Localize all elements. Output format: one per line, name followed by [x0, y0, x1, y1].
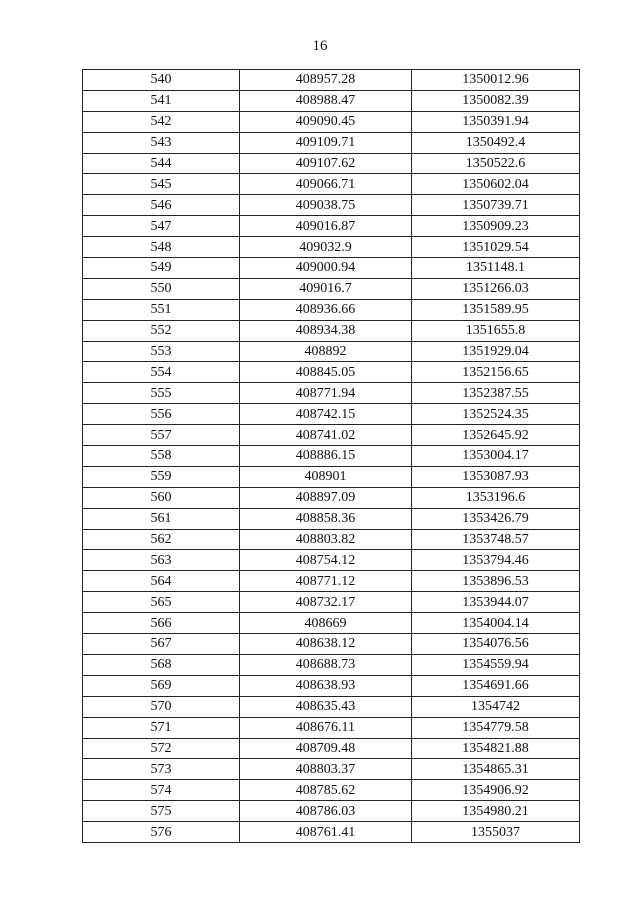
x-coordinate-cell: 408936.66 — [240, 299, 412, 320]
y-coordinate-cell: 1351589.95 — [412, 299, 580, 320]
y-coordinate-cell: 1350012.96 — [412, 70, 580, 91]
y-coordinate-cell: 1354865.31 — [412, 759, 580, 780]
table-body — [83, 70, 580, 843]
x-coordinate-cell: 408803.37 — [240, 759, 412, 780]
point-number-cell: 574 — [83, 780, 240, 801]
x-coordinate-cell: 408638.93 — [240, 675, 412, 696]
y-coordinate-cell: 1352524.35 — [412, 404, 580, 425]
y-coordinate-cell: 1353426.79 — [412, 508, 580, 529]
y-coordinate-cell: 1353196.6 — [412, 487, 580, 508]
y-coordinate-cell: 1354980.21 — [412, 801, 580, 822]
table-row — [83, 216, 580, 237]
table-row — [83, 822, 580, 843]
point-number-cell: 540 — [83, 70, 240, 91]
point-number-cell: 548 — [83, 237, 240, 258]
point-number-cell: 542 — [83, 111, 240, 132]
x-coordinate-cell: 408754.12 — [240, 550, 412, 571]
table-row — [83, 425, 580, 446]
table-row — [83, 613, 580, 634]
y-coordinate-cell: 1350082.39 — [412, 90, 580, 111]
point-number-cell: 543 — [83, 132, 240, 153]
table-row — [83, 780, 580, 801]
point-number-cell: 556 — [83, 404, 240, 425]
x-coordinate-cell: 408803.82 — [240, 529, 412, 550]
point-number-cell: 573 — [83, 759, 240, 780]
y-coordinate-cell: 1354076.56 — [412, 634, 580, 655]
point-number-cell: 564 — [83, 571, 240, 592]
x-coordinate-cell: 408934.38 — [240, 320, 412, 341]
y-coordinate-cell: 1354906.92 — [412, 780, 580, 801]
point-number-cell: 561 — [83, 508, 240, 529]
x-coordinate-cell: 408988.47 — [240, 90, 412, 111]
x-coordinate-cell: 408858.36 — [240, 508, 412, 529]
table-row — [83, 466, 580, 487]
y-coordinate-cell: 1352645.92 — [412, 425, 580, 446]
x-coordinate-cell: 409090.45 — [240, 111, 412, 132]
x-coordinate-cell: 409000.94 — [240, 258, 412, 279]
y-coordinate-cell: 1350522.6 — [412, 153, 580, 174]
y-coordinate-cell: 1351929.04 — [412, 341, 580, 362]
table-row — [83, 592, 580, 613]
table-row — [83, 383, 580, 404]
point-number-cell: 572 — [83, 738, 240, 759]
point-number-cell: 552 — [83, 320, 240, 341]
point-number-cell: 567 — [83, 634, 240, 655]
point-number-cell: 544 — [83, 153, 240, 174]
table-row — [83, 571, 580, 592]
point-number-cell: 558 — [83, 446, 240, 467]
table-row — [83, 278, 580, 299]
table-row — [83, 299, 580, 320]
x-coordinate-cell: 408688.73 — [240, 654, 412, 675]
coordinate-table — [82, 69, 580, 843]
x-coordinate-cell: 408761.41 — [240, 822, 412, 843]
y-coordinate-cell: 1353004.17 — [412, 446, 580, 467]
x-coordinate-cell: 408638.12 — [240, 634, 412, 655]
table-row — [83, 341, 580, 362]
table-row — [83, 153, 580, 174]
x-coordinate-cell: 408669 — [240, 613, 412, 634]
point-number-cell: 541 — [83, 90, 240, 111]
y-coordinate-cell: 1353748.57 — [412, 529, 580, 550]
table-row — [83, 258, 580, 279]
y-coordinate-cell: 1353944.07 — [412, 592, 580, 613]
y-coordinate-cell: 1354004.14 — [412, 613, 580, 634]
x-coordinate-cell: 408897.09 — [240, 487, 412, 508]
y-coordinate-cell: 1354779.58 — [412, 717, 580, 738]
point-number-cell: 569 — [83, 675, 240, 696]
table-row — [83, 70, 580, 91]
x-coordinate-cell: 408741.02 — [240, 425, 412, 446]
table-row — [83, 634, 580, 655]
x-coordinate-cell: 409032.9 — [240, 237, 412, 258]
x-coordinate-cell: 408676.11 — [240, 717, 412, 738]
y-coordinate-cell: 1351148.1 — [412, 258, 580, 279]
y-coordinate-cell: 1354821.88 — [412, 738, 580, 759]
table-row — [83, 320, 580, 341]
y-coordinate-cell: 1351029.54 — [412, 237, 580, 258]
y-coordinate-cell: 1350391.94 — [412, 111, 580, 132]
point-number-cell: 553 — [83, 341, 240, 362]
x-coordinate-cell: 409107.62 — [240, 153, 412, 174]
table-row — [83, 696, 580, 717]
table-row — [83, 446, 580, 467]
x-coordinate-cell: 408886.15 — [240, 446, 412, 467]
point-number-cell: 545 — [83, 174, 240, 195]
point-number-cell: 555 — [83, 383, 240, 404]
point-number-cell: 562 — [83, 529, 240, 550]
y-coordinate-cell: 1354691.66 — [412, 675, 580, 696]
point-number-cell: 568 — [83, 654, 240, 675]
x-coordinate-cell: 408892 — [240, 341, 412, 362]
table-row — [83, 174, 580, 195]
y-coordinate-cell: 1351266.03 — [412, 278, 580, 299]
table-row — [83, 237, 580, 258]
point-number-cell: 571 — [83, 717, 240, 738]
table-row — [83, 508, 580, 529]
x-coordinate-cell: 409066.71 — [240, 174, 412, 195]
table-row — [83, 801, 580, 822]
point-number-cell: 575 — [83, 801, 240, 822]
table-row — [83, 675, 580, 696]
y-coordinate-cell: 1355037 — [412, 822, 580, 843]
table-row — [83, 362, 580, 383]
table-row — [83, 550, 580, 571]
y-coordinate-cell: 1350602.04 — [412, 174, 580, 195]
page-number: 16 — [312, 38, 328, 54]
table-row — [83, 529, 580, 550]
table-row — [83, 404, 580, 425]
x-coordinate-cell: 409109.71 — [240, 132, 412, 153]
y-coordinate-cell: 1352156.65 — [412, 362, 580, 383]
point-number-cell: 566 — [83, 613, 240, 634]
y-coordinate-cell: 1353087.93 — [412, 466, 580, 487]
point-number-cell: 559 — [83, 466, 240, 487]
point-number-cell: 547 — [83, 216, 240, 237]
y-coordinate-cell: 1353794.46 — [412, 550, 580, 571]
point-number-cell: 563 — [83, 550, 240, 571]
point-number-cell: 546 — [83, 195, 240, 216]
point-number-cell: 576 — [83, 822, 240, 843]
x-coordinate-cell: 408785.62 — [240, 780, 412, 801]
table-row — [83, 195, 580, 216]
point-number-cell: 570 — [83, 696, 240, 717]
point-number-cell: 560 — [83, 487, 240, 508]
x-coordinate-cell: 408771.12 — [240, 571, 412, 592]
x-coordinate-cell: 408957.28 — [240, 70, 412, 91]
table-row — [83, 90, 580, 111]
x-coordinate-cell: 408771.94 — [240, 383, 412, 404]
x-coordinate-cell: 409038.75 — [240, 195, 412, 216]
y-coordinate-cell: 1350739.71 — [412, 195, 580, 216]
y-coordinate-cell: 1350492.4 — [412, 132, 580, 153]
x-coordinate-cell: 408742.15 — [240, 404, 412, 425]
x-coordinate-cell: 408732.17 — [240, 592, 412, 613]
y-coordinate-cell: 1353896.53 — [412, 571, 580, 592]
x-coordinate-cell: 409016.7 — [240, 278, 412, 299]
table-row — [83, 759, 580, 780]
table-row — [83, 487, 580, 508]
point-number-cell: 550 — [83, 278, 240, 299]
x-coordinate-cell: 408901 — [240, 466, 412, 487]
point-number-cell: 551 — [83, 299, 240, 320]
point-number-cell: 557 — [83, 425, 240, 446]
y-coordinate-cell: 1352387.55 — [412, 383, 580, 404]
point-number-cell: 554 — [83, 362, 240, 383]
y-coordinate-cell: 1354559.94 — [412, 654, 580, 675]
x-coordinate-cell: 409016.87 — [240, 216, 412, 237]
y-coordinate-cell: 1350909.23 — [412, 216, 580, 237]
x-coordinate-cell: 408635.43 — [240, 696, 412, 717]
y-coordinate-cell: 1351655.8 — [412, 320, 580, 341]
table-row — [83, 654, 580, 675]
table-row — [83, 111, 580, 132]
point-number-cell: 549 — [83, 258, 240, 279]
table-row — [83, 717, 580, 738]
point-number-cell: 565 — [83, 592, 240, 613]
table-row — [83, 738, 580, 759]
x-coordinate-cell: 408786.03 — [240, 801, 412, 822]
x-coordinate-cell: 408709.48 — [240, 738, 412, 759]
x-coordinate-cell: 408845.05 — [240, 362, 412, 383]
table-row — [83, 132, 580, 153]
y-coordinate-cell: 1354742 — [412, 696, 580, 717]
